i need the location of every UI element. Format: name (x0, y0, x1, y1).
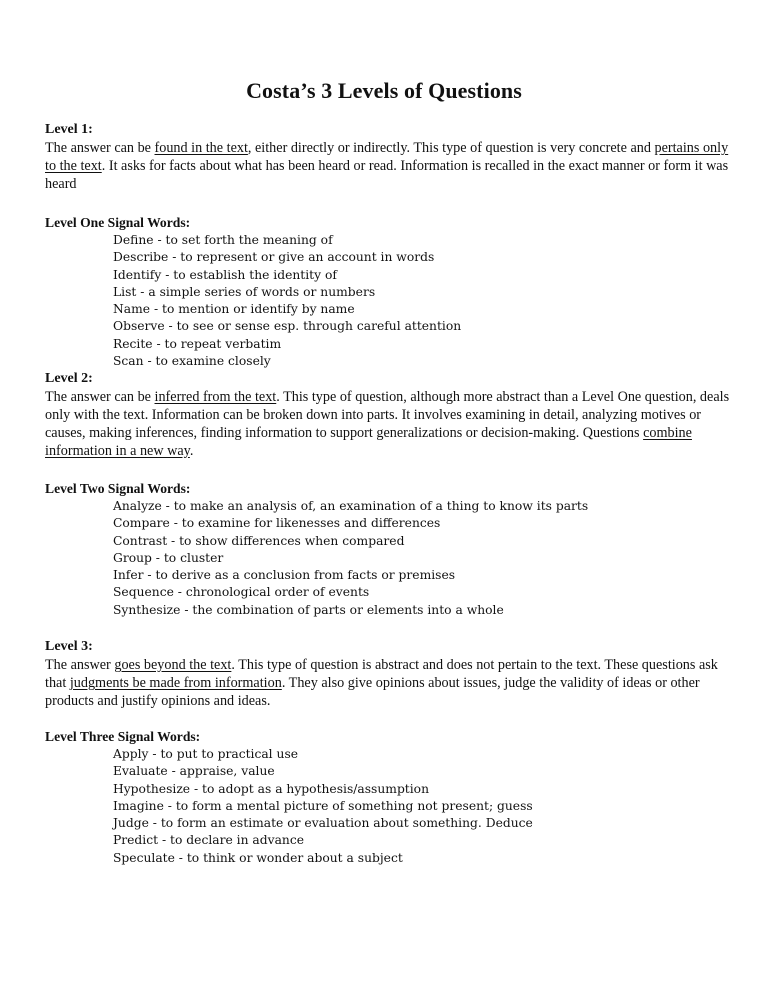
signal-word-item: Describe - to represent or give an account in words (113, 250, 435, 265)
level-1-signal-heading: Level One Signal Words: (45, 215, 191, 230)
text-run: . They also give opinions about issues, judge the validity of ideas or other products and justify opinions and ideas. (45, 675, 700, 709)
level-2-section (45, 370, 735, 460)
signal-word-item: Synthesize - the combination of parts or elements into a whole (113, 602, 504, 617)
level-1-section (45, 121, 735, 193)
page-title: Costa’s 3 Levels of Questions (246, 78, 522, 103)
signal-word-item: Name - to mention or identify by name (113, 302, 355, 317)
text-run: . This type of question is abstract and does not pertain to the text. These questions ask that (45, 657, 718, 691)
signal-word-item: Hypothesize - to adopt as a hypothesis/assumption (113, 781, 430, 796)
level-1-signal-section (45, 214, 735, 370)
signal-word-item: Identify - to establish the identity of (113, 267, 337, 282)
underlined-phrase: combine information in a new way (45, 425, 692, 459)
signal-word-item: Analyze - to make an analysis of, an examination of a thing to know its parts (113, 499, 589, 513)
level-2-paragraph (45, 388, 735, 460)
level-1-paragraph (45, 139, 735, 193)
level-2-heading: Level 2: (45, 371, 93, 386)
text-run: The answer can be (45, 389, 155, 405)
signal-word-item: Judge - to form an estimate or evaluation about something. Deduce (113, 816, 533, 831)
level-1-signal-list (113, 232, 735, 370)
signal-word-item: Infer - to derive as a conclusion from facts or premises (113, 568, 456, 583)
signal-word-item: Evaluate - appraise, value (113, 764, 275, 779)
level-2-signal-list (113, 498, 735, 619)
signal-word-item: Compare - to examine for likenesses and differences (113, 516, 441, 531)
underlined-phrase: goes beyond the text (114, 657, 232, 673)
level-3-signal-heading: Level Three Signal Words: (45, 729, 201, 744)
underlined-phrase: judgments be made from information (69, 675, 282, 691)
signal-word-item: Imagine - to form a mental picture of something not present; guess (113, 798, 533, 813)
text-run: . (189, 443, 194, 459)
signal-word-item: Group - to cluster (113, 550, 224, 565)
signal-word-item: Speculate - to think or wonder about a subject (113, 850, 403, 865)
level-1-heading: Level 1: (45, 122, 93, 137)
signal-word-item: Scan - to examine closely (113, 354, 271, 369)
level-3-paragraph (45, 656, 735, 710)
level-2-signal-section (45, 480, 735, 619)
level-3-section (45, 638, 735, 710)
signal-word-item: Observe - to see or sense esp. through careful attention (113, 319, 462, 334)
text-run: The answer (45, 657, 115, 673)
signal-word-item: Predict - to declare in advance (113, 833, 304, 848)
signal-word-item: Contrast - to show differences when compared (113, 533, 405, 548)
level-3-signal-section (45, 728, 735, 867)
signal-word-item: Define - to set forth the meaning of (113, 233, 333, 247)
signal-word-item: List - a simple series of words or numbers (113, 284, 376, 299)
level-2-signal-heading: Level Two Signal Words: (45, 481, 191, 496)
signal-word-item: Recite - to repeat verbatim (113, 336, 282, 351)
underlined-phrase: inferred from the text (154, 389, 277, 405)
underlined-phrase: found in the text (154, 140, 248, 156)
underlined-phrase: pertains only to the text (45, 140, 729, 174)
level-3-signal-list (113, 746, 735, 867)
text-run: The answer can be (45, 140, 155, 156)
signal-word-item: Apply - to put to practical use (113, 747, 299, 761)
text-run: . It asks for facts about what has been heard or read. Information is recalled in the exact manner or form it was heard (45, 158, 729, 192)
text-run: . This type of question, although more abstract than a Level One question, deals only with the text. Information can be broken down into parts. It involves examining in detail, analyzing motives or causes, making inferences, finding information to support generalizations or decision-making. Questions (45, 389, 730, 441)
level-3-heading: Level 3: (45, 639, 93, 654)
text-run: , either directly or indirectly. This type of question is very concrete and (247, 140, 655, 156)
signal-word-item: Sequence - chronological order of events (113, 585, 370, 600)
